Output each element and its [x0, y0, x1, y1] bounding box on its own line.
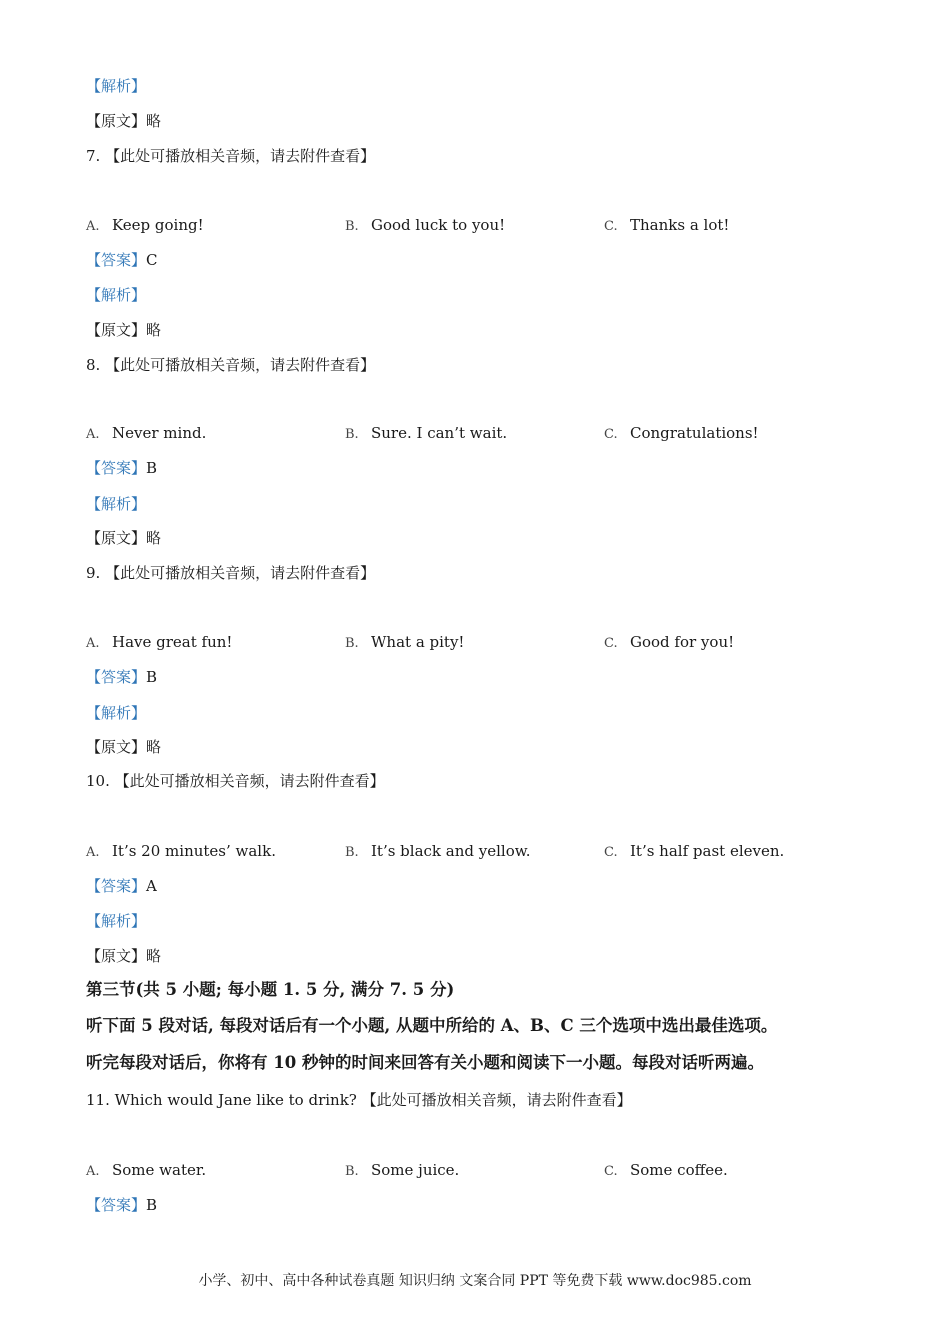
option-a [86, 841, 276, 863]
question-10-prompt [86, 771, 385, 791]
question-7-prompt [86, 146, 375, 166]
question-number: 9. [86, 564, 101, 582]
question-number: 11. [86, 1091, 110, 1109]
analysis-label: 【解析】 [86, 495, 147, 513]
answer-value: A [146, 877, 157, 895]
audio-prompt: 【此处可播放相关音频，请去附件查看】 [105, 564, 376, 582]
option-letter: C. [604, 845, 618, 860]
option-text: Congratulations! [630, 424, 759, 442]
original-value: 略 [146, 112, 162, 130]
answer-value: C [146, 251, 158, 269]
option-text: Keep going! [112, 216, 204, 234]
option-text: It’s half past eleven. [630, 842, 785, 860]
option-text: Have great fun! [112, 633, 233, 651]
option-letter: C. [604, 1164, 618, 1179]
analysis-label: 【解析】 [86, 704, 147, 722]
audio-prompt: 【此处可播放相关音频，请去附件查看】 [114, 772, 385, 790]
option-b [345, 841, 531, 863]
original-label: 【原文】 [86, 321, 147, 339]
option-text: What a pity! [371, 633, 465, 651]
option-letter: A. [86, 219, 100, 234]
answer-line [86, 458, 157, 478]
option-b [345, 632, 464, 654]
original-text-line [86, 528, 161, 548]
section-instruction: 听完每段对话后，你将有 10 秒钟的时间来回答有关小题和阅读下一小题。每段对话听两遍。 [86, 1053, 764, 1072]
answer-line [86, 1195, 157, 1215]
answer-label: 【答案】 [86, 1196, 147, 1214]
analysis-label: 【解析】 [86, 286, 147, 304]
option-text: Sure. I can’t wait. [371, 424, 508, 442]
option-letter: C. [604, 636, 618, 651]
question-number: 7. [86, 147, 101, 165]
original-label: 【原文】 [86, 529, 147, 547]
original-value: 略 [146, 321, 162, 339]
answer-line [86, 667, 157, 687]
answer-label: 【答案】 [86, 877, 147, 895]
option-b [345, 215, 505, 237]
answer-value: B [146, 668, 158, 686]
question-9-prompt [86, 563, 375, 583]
answer-value: B [146, 459, 158, 477]
option-c [604, 423, 759, 445]
audio-prompt: Which would Jane like to drink? 【此处可播放相关音频，请去附件查看】 [114, 1091, 632, 1109]
option-a [86, 423, 206, 445]
option-letter: B. [345, 1164, 359, 1179]
section-title: 第三节(共 5 小题; 每小题 1. 5 分, 满分 7. 5 分) [86, 980, 455, 999]
option-text: Some coffee. [630, 1161, 728, 1179]
option-letter: A. [86, 427, 100, 442]
answer-line [86, 876, 157, 896]
option-text: Some water. [112, 1161, 207, 1179]
option-b [345, 1160, 459, 1182]
question-11-prompt [86, 1090, 632, 1110]
option-letter: A. [86, 1164, 100, 1179]
original-label: 【原文】 [86, 738, 147, 756]
original-value: 略 [146, 529, 162, 547]
option-letter: B. [345, 845, 359, 860]
option-text: Never mind. [112, 424, 207, 442]
audio-prompt: 【此处可播放相关音频，请去附件查看】 [105, 147, 376, 165]
option-c [604, 215, 729, 237]
option-a [86, 1160, 206, 1182]
option-text: Thanks a lot! [630, 216, 730, 234]
answer-label: 【答案】 [86, 668, 147, 686]
question-8-prompt [86, 355, 375, 375]
option-letter: B. [345, 219, 359, 234]
option-c [604, 841, 784, 863]
option-text: Good for you! [630, 633, 735, 651]
question-number: 8. [86, 356, 101, 374]
option-text: It’s black and yellow. [371, 842, 531, 860]
option-letter: A. [86, 845, 100, 860]
option-text: It’s 20 minutes’ walk. [112, 842, 276, 860]
option-text: Good luck to you! [371, 216, 506, 234]
original-text-line [86, 111, 161, 131]
option-letter: C. [604, 427, 618, 442]
original-label: 【原文】 [86, 947, 147, 965]
answer-value: B [146, 1196, 158, 1214]
original-value: 略 [146, 947, 162, 965]
original-text-line [86, 946, 161, 966]
answer-label: 【答案】 [86, 459, 147, 477]
original-value: 略 [146, 738, 162, 756]
analysis-label: 【解析】 [86, 77, 147, 95]
option-letter: A. [86, 636, 100, 651]
question-number: 10. [86, 772, 110, 790]
option-letter: C. [604, 219, 618, 234]
option-a [86, 215, 204, 237]
page-footer: 小学、初中、高中各种试卷真题 知识归纳 文案合同 PPT 等免费下载 www.doc985.com [198, 1273, 752, 1289]
original-label: 【原文】 [86, 112, 147, 130]
option-b [345, 423, 507, 445]
section-instruction: 听下面 5 段对话, 每段对话后有一个小题, 从题中所给的 A、B、C 三个选项中选出最佳选项。 [86, 1016, 778, 1035]
answer-label: 【答案】 [86, 251, 147, 269]
original-text-line [86, 737, 161, 757]
option-a [86, 632, 232, 654]
analysis-label: 【解析】 [86, 912, 147, 930]
option-letter: B. [345, 636, 359, 651]
option-text: Some juice. [371, 1161, 460, 1179]
option-letter: B. [345, 427, 359, 442]
audio-prompt: 【此处可播放相关音频，请去附件查看】 [105, 356, 376, 374]
option-c [604, 632, 734, 654]
answer-line [86, 250, 158, 270]
original-text-line [86, 320, 161, 340]
option-c [604, 1160, 728, 1182]
